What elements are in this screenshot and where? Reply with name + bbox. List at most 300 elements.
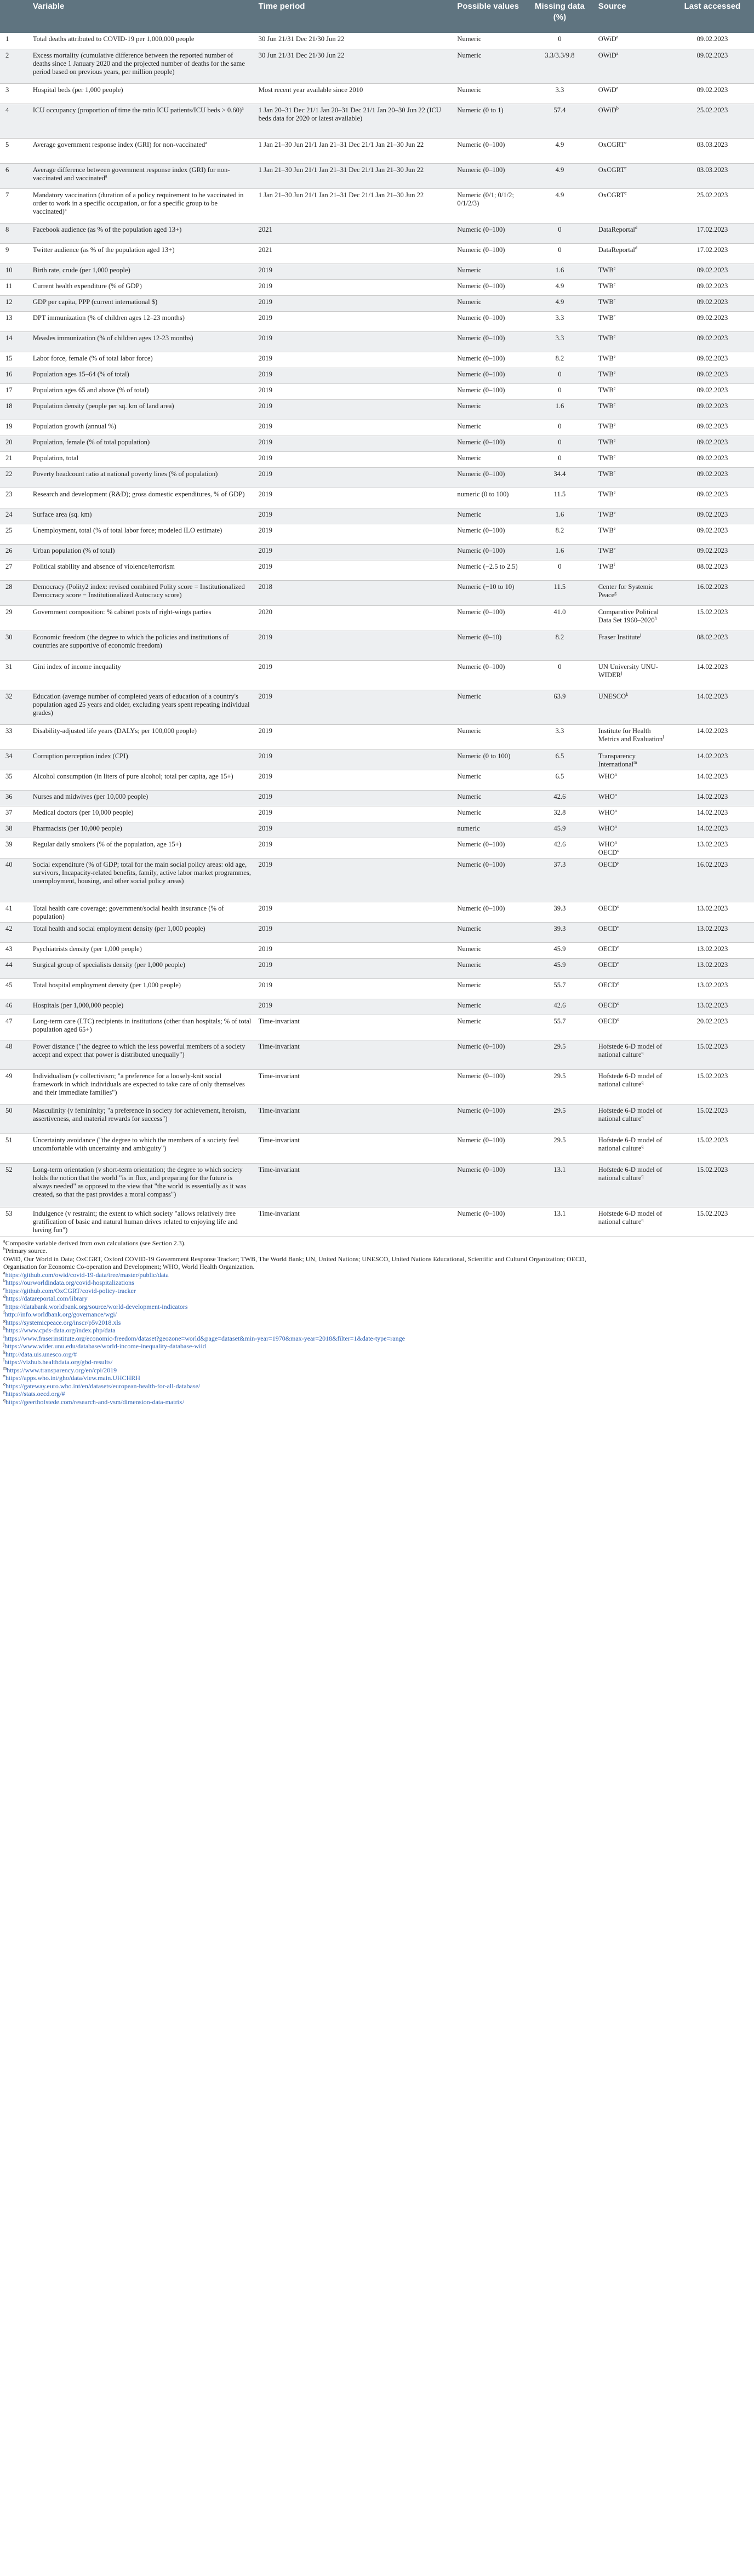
source-cell	[595, 436, 671, 451]
footnote-marker: c	[3, 1286, 5, 1291]
possible-values-cell-text: Numeric	[457, 454, 482, 462]
source-link[interactable]: https://gateway.euro.who.int/en/datasets/european-health-for-all-database/	[5, 1382, 201, 1390]
last-accessed-cell	[671, 399, 754, 420]
variable-cell-text: Social expenditure (% of GDP; total for the main social policy areas: old age, survivors, Incapacity-related benefits, family, active labor market programmes, unemployment, housing, and other social policy areas)	[32, 860, 251, 885]
table-row	[0, 467, 754, 488]
last-accessed-cell	[671, 279, 754, 295]
possible-values-cell	[454, 560, 524, 580]
row-number	[0, 104, 30, 138]
table-row	[0, 331, 754, 352]
header-time-period: Time period	[255, 0, 454, 33]
source-cell	[595, 399, 671, 420]
footnote-marker: o	[617, 924, 620, 929]
source-cell	[595, 104, 671, 138]
time-period-cell	[255, 467, 454, 488]
last-accessed-cell	[671, 243, 754, 264]
source-link[interactable]: https://systemicpeace.org/inscr/p5v2018.xls	[5, 1318, 121, 1326]
source-link[interactable]: https://databank.worldbank.org/source/world-development-indicators	[5, 1302, 188, 1310]
footnote-marker: n	[3, 1373, 5, 1378]
row-number	[0, 368, 30, 383]
time-period-cell-text: 2019	[258, 662, 272, 671]
variable-cell-text: Psychiatrists density (per 1,000 people)	[32, 944, 142, 953]
source-cell-text: TWB	[598, 510, 614, 518]
source-cell	[595, 958, 671, 978]
last-accessed-cell	[671, 368, 754, 383]
last-accessed-cell-text: 03.03.2023	[696, 140, 728, 148]
source-cell-text: TWB	[598, 470, 614, 478]
row-number	[0, 508, 30, 524]
last-accessed-cell-text: 09.02.2023	[696, 526, 728, 534]
missing-data-cell	[524, 508, 595, 524]
source-link[interactable]: https://www.wider.unu.edu/database/world-income-inequality-database-wiid	[4, 1342, 206, 1350]
time-period-cell	[255, 724, 454, 749]
missing-data-cell-text: 8.2	[555, 354, 564, 362]
missing-data-cell-text: 8.2	[555, 633, 564, 641]
source-link-note	[3, 1326, 751, 1335]
source-cell-text: WHO	[598, 792, 615, 800]
source-cell-text: WHO	[598, 840, 615, 848]
variable-cell	[30, 104, 255, 138]
time-period-cell-text: 2020	[258, 608, 272, 616]
variable-cell-text: Population density (people per sq. km of land area)	[32, 402, 174, 410]
possible-values-cell	[454, 605, 524, 631]
source-link[interactable]: https://stats.oecd.org/#	[5, 1390, 65, 1398]
table-row	[0, 838, 754, 858]
footnote-marker: d	[3, 1294, 5, 1299]
time-period-cell-text: 2019	[258, 313, 272, 322]
last-accessed-cell-text: 15.02.2023	[696, 1165, 728, 1173]
source-cell-text: TWB	[598, 266, 614, 274]
source-link[interactable]: https://geerthofstede.com/research-and-vsm/dimension-data-matrix/	[5, 1398, 185, 1406]
last-accessed-cell-text: 09.02.2023	[696, 510, 728, 518]
row-number	[0, 83, 30, 104]
last-accessed-cell-text: 20.02.2023	[696, 1017, 728, 1025]
variable-cell	[30, 163, 255, 188]
footnote-marker: q	[641, 1050, 644, 1055]
possible-values-cell	[454, 264, 524, 279]
time-period-cell-text: 2018	[258, 582, 272, 591]
missing-data-cell-text: 6.5	[555, 752, 564, 760]
variable-cell-text: Long-term orientation (v short-term orientation; the degree to which society holds the notion that the world "is in flux, and preparing for the future is always needed" as opposed to the view that "the world is essentially as it was created, so that the past provides a moral compass")	[32, 1165, 247, 1198]
source-cell-text: Institute for Health Metrics and Evaluation	[598, 726, 663, 743]
row-number-text: 10	[5, 266, 13, 274]
row-number	[0, 33, 30, 49]
source-link-note	[3, 1398, 751, 1406]
time-period-cell	[255, 922, 454, 942]
time-period-cell	[255, 580, 454, 605]
time-period-cell	[255, 605, 454, 631]
source-cell	[595, 508, 671, 524]
possible-values-cell-text: Numeric (0–100)	[457, 282, 505, 290]
footnote-marker: e	[613, 525, 616, 531]
source-link[interactable]: http://info.worldbank.org/governance/wgi/	[4, 1310, 117, 1318]
table-row	[0, 978, 754, 999]
table-row	[0, 605, 754, 631]
possible-values-cell	[454, 902, 524, 922]
missing-data-cell-text: 4.9	[555, 140, 564, 148]
source-link[interactable]: https://vizhub.healthdata.org/gbd-results/	[4, 1358, 113, 1366]
source-cell-text: WHO	[598, 808, 615, 816]
last-accessed-cell	[671, 138, 754, 163]
possible-values-cell	[454, 858, 524, 902]
possible-values-cell-text: Numeric	[457, 772, 482, 780]
time-period-cell-text: 2019	[258, 840, 272, 848]
source-cell	[595, 942, 671, 958]
footnote-marker: n	[614, 808, 617, 813]
last-accessed-cell-text: 14.02.2023	[696, 772, 728, 780]
variable-cell-text: Population ages 65 and above (% of total)	[32, 386, 149, 394]
last-accessed-cell-text: 09.02.2023	[696, 370, 728, 378]
footnote	[3, 1247, 751, 1255]
variable-cell-text: Education (average number of completed years of education of a country's population aged 25 years and older, excluding years spent repeating individual grades)	[32, 692, 250, 717]
time-period-cell	[255, 560, 454, 580]
possible-values-cell	[454, 1069, 524, 1104]
missing-data-cell	[524, 749, 595, 770]
missing-data-cell-text: 0	[558, 370, 562, 378]
row-number	[0, 138, 30, 163]
footnote-marker: f	[613, 562, 615, 567]
table-footnotes	[0, 1237, 754, 1406]
footnote-marker: o	[617, 960, 620, 965]
time-period-cell-text: 2019	[258, 562, 272, 570]
last-accessed-cell	[671, 544, 754, 560]
row-number-text: 5	[5, 140, 9, 148]
row-number-text: 1	[5, 35, 9, 43]
last-accessed-cell	[671, 560, 754, 580]
missing-data-cell-text: 39.3	[553, 924, 566, 932]
missing-data-cell	[524, 806, 595, 822]
last-accessed-cell	[671, 660, 754, 690]
footnote-marker: g	[614, 590, 617, 596]
source-link[interactable]: https://github.com/owid/covid-19-data/tree/master/public/data	[5, 1270, 169, 1279]
footnote-marker: a	[3, 1238, 5, 1244]
source-cell	[595, 451, 671, 467]
footnote-marker: g	[3, 1318, 5, 1323]
possible-values-cell	[454, 724, 524, 749]
possible-values-cell	[454, 163, 524, 188]
row-number-text: 49	[5, 1072, 13, 1080]
last-accessed-cell	[671, 264, 754, 279]
last-accessed-cell	[671, 580, 754, 605]
possible-values-cell	[454, 1207, 524, 1237]
time-period-cell-text: 2019	[258, 526, 272, 534]
time-period-cell	[255, 902, 454, 922]
possible-values-cell	[454, 83, 524, 104]
source-link[interactable]: https://www.cpds-data.org/index.php/data	[5, 1326, 116, 1334]
missing-data-cell	[524, 605, 595, 631]
last-accessed-cell-text: 15.02.2023	[696, 1136, 728, 1144]
footnote-marker: e	[613, 369, 616, 375]
table-row	[0, 1040, 754, 1069]
possible-values-cell-text: Numeric (0–100)	[457, 904, 505, 912]
missing-data-cell-text: 13.1	[553, 1209, 566, 1217]
row-number-text: 53	[5, 1209, 13, 1217]
missing-data-cell	[524, 1069, 595, 1104]
variable-cell	[30, 243, 255, 264]
row-number	[0, 1015, 30, 1040]
source-cell-text: TWB	[598, 490, 614, 498]
variable-cell-text: Power distance ("the degree to which the less powerful members of a society accept and expect that power is distributed unequally")	[32, 1042, 245, 1058]
source-link-note	[3, 1390, 751, 1398]
source-cell-text: TWB	[598, 354, 614, 362]
row-number-text: 22	[5, 470, 13, 478]
last-accessed-cell	[671, 822, 754, 838]
time-period-cell	[255, 1104, 454, 1134]
last-accessed-cell-text: 13.02.2023	[696, 960, 728, 969]
source-cell-text: OECD	[598, 981, 618, 989]
table-row	[0, 223, 754, 243]
table-row	[0, 1207, 754, 1237]
possible-values-cell	[454, 978, 524, 999]
missing-data-cell	[524, 922, 595, 942]
source-cell	[595, 1069, 671, 1104]
table-row	[0, 488, 754, 508]
source-cell	[595, 790, 671, 806]
possible-values-cell	[454, 822, 524, 838]
source-cell-text: UN University UNU-WIDER	[598, 662, 658, 679]
time-period-cell-text: 2019	[258, 297, 272, 306]
missing-data-cell-text: 8.2	[555, 526, 564, 534]
missing-data-cell	[524, 942, 595, 958]
row-number	[0, 49, 30, 83]
variable-cell	[30, 279, 255, 295]
footnote-marker: n	[614, 839, 617, 845]
variable-cell	[30, 631, 255, 660]
variable-cell-text: Corruption perception index (CPI)	[32, 752, 128, 760]
table-row	[0, 508, 754, 524]
row-number-text: 15	[5, 354, 13, 362]
missing-data-cell	[524, 580, 595, 605]
time-period-cell	[255, 188, 454, 223]
missing-data-cell	[524, 188, 595, 223]
time-period-cell	[255, 223, 454, 243]
footnote-text: Primary source.	[5, 1247, 47, 1255]
missing-data-cell-text: 34.4	[553, 470, 566, 478]
row-number-text: 14	[5, 334, 13, 342]
variable-cell-text: Hospital beds (per 1,000 people)	[32, 85, 123, 94]
variable-cell-text: Gini index of income inequality	[32, 662, 121, 671]
last-accessed-cell	[671, 188, 754, 223]
footnote	[3, 1255, 606, 1271]
source-cell-text: Hofstede 6-D model of national culture	[598, 1106, 662, 1123]
possible-values-cell	[454, 331, 524, 352]
time-period-cell-text: 2019	[258, 633, 272, 641]
possible-values-cell-text: numeric	[457, 824, 480, 832]
missing-data-cell-text: 63.9	[553, 692, 566, 700]
row-number	[0, 451, 30, 467]
possible-values-cell	[454, 368, 524, 383]
time-period-cell-text: 2019	[258, 860, 272, 868]
source-link-note	[3, 1358, 751, 1366]
footnote-marker: o	[3, 1381, 5, 1387]
variable-cell-text: Measles immunization (% of children ages 12-23 months)	[32, 334, 193, 342]
footnote-text: OWiD, Our World in Data; OxCGRT, Oxford COVID-19 Government Response Tracker; TWB, The World Bank; UN, United Nations; UNESCO, United Nations Educational, Scientific and Cultural Organization; OECD, Organisation for Economic Co-operation and Development; WHO, World Health Organization.	[3, 1255, 586, 1270]
source-cell-text: OxCGRT	[598, 140, 625, 148]
footnote-marker: l	[3, 1358, 5, 1363]
variable-cell	[30, 1207, 255, 1237]
row-number	[0, 524, 30, 544]
row-number	[0, 188, 30, 223]
time-period-cell-text: Time-invariant	[258, 1165, 300, 1173]
source-link[interactable]: https://ourworldindata.org/covid-hospitalizations	[5, 1279, 134, 1286]
footnote-marker: q	[641, 1143, 644, 1149]
missing-data-cell	[524, 223, 595, 243]
missing-data-cell	[524, 1015, 595, 1040]
row-number	[0, 790, 30, 806]
variable-cell-text: Disability-adjusted life years (DALYs; per 100,000 people)	[32, 726, 197, 735]
variable-cell	[30, 1134, 255, 1163]
footnote-marker: q	[3, 1397, 5, 1403]
source-cell	[595, 806, 671, 822]
source-cell	[595, 331, 671, 352]
time-period-cell-text: 1 Jan 21–30 Jun 21/1 Jan 21–31 Dec 21/1 Jan 21–30 Jun 22	[258, 165, 424, 174]
missing-data-cell-text: 1.6	[555, 510, 564, 518]
possible-values-cell	[454, 544, 524, 560]
time-period-cell	[255, 279, 454, 295]
source-cell-text: Transparency International	[598, 752, 636, 768]
time-period-cell	[255, 942, 454, 958]
source-link[interactable]: https://apps.who.int/gho/data/view.main.UHCHRH	[5, 1374, 140, 1382]
row-number	[0, 958, 30, 978]
row-number	[0, 922, 30, 942]
last-accessed-cell	[671, 223, 754, 243]
source-cell-text: OWiD	[598, 35, 616, 43]
row-number	[0, 544, 30, 560]
variable-cell	[30, 958, 255, 978]
missing-data-cell	[524, 560, 595, 580]
possible-values-cell-text: Numeric	[457, 510, 482, 518]
row-number-text: 6	[5, 165, 9, 174]
source-cell-text: OECD	[598, 848, 618, 856]
time-period-cell-text: 2019	[258, 490, 272, 498]
row-number	[0, 560, 30, 580]
possible-values-cell	[454, 104, 524, 138]
possible-values-cell	[454, 188, 524, 223]
possible-values-cell-text: Numeric (0–100)	[457, 140, 505, 148]
source-cell-text: TWB	[598, 370, 614, 378]
missing-data-cell-text: 1.6	[555, 546, 564, 554]
table-row	[0, 243, 754, 264]
possible-values-cell-text: Numeric	[457, 726, 482, 735]
variables-table	[0, 0, 754, 1237]
row-number	[0, 978, 30, 999]
possible-values-cell-text: Numeric (0–100)	[457, 470, 505, 478]
last-accessed-cell-text: 09.02.2023	[696, 470, 728, 478]
missing-data-cell	[524, 243, 595, 264]
source-cell	[595, 770, 671, 790]
footnote-marker: e	[613, 469, 616, 474]
variable-cell	[30, 467, 255, 488]
source-link[interactable]: https://datareportal.com/library	[5, 1295, 88, 1302]
row-number-text: 25	[5, 526, 13, 534]
last-accessed-cell-text: 17.02.2023	[696, 245, 728, 254]
missing-data-cell-text: 29.5	[553, 1042, 566, 1050]
missing-data-cell	[524, 368, 595, 383]
variable-cell	[30, 749, 255, 770]
possible-values-cell	[454, 660, 524, 690]
last-accessed-cell-text: 13.02.2023	[696, 981, 728, 989]
footnote-marker: o	[617, 980, 620, 986]
table-row	[0, 279, 754, 295]
row-number	[0, 467, 30, 488]
table-row	[0, 902, 754, 922]
source-cell	[595, 544, 671, 560]
variable-cell	[30, 49, 255, 83]
footnote-marker: e	[613, 401, 616, 407]
missing-data-cell-text: 3.3	[555, 334, 564, 342]
table-row	[0, 922, 754, 942]
source-cell-text: TWB	[598, 297, 614, 306]
possible-values-cell-text: Numeric (0–100)	[457, 354, 505, 362]
possible-values-cell	[454, 942, 524, 958]
table-row	[0, 383, 754, 399]
footnote-marker: a	[616, 85, 619, 90]
source-cell	[595, 1015, 671, 1040]
row-number-text: 26	[5, 546, 13, 554]
source-link[interactable]: http://data.uis.unesco.org/#	[5, 1350, 77, 1358]
missing-data-cell	[524, 544, 595, 560]
footnote-marker: a	[616, 34, 619, 39]
variable-cell-text: Alcohol consumption (in liters of pure alcohol; total per capita, age 15+)	[32, 772, 233, 780]
source-cell-text: OWiD	[598, 51, 616, 59]
time-period-cell-text: 2021	[258, 225, 272, 233]
missing-data-cell-text: 4.9	[555, 297, 564, 306]
last-accessed-cell	[671, 858, 754, 902]
footnote-marker: k	[626, 691, 629, 697]
variable-cell-text: Labor force, female (% of total labor force)	[32, 354, 153, 362]
possible-values-cell-text: Numeric (0–100)	[457, 662, 505, 671]
possible-values-cell	[454, 488, 524, 508]
time-period-cell	[255, 399, 454, 420]
table-row	[0, 436, 754, 451]
missing-data-cell	[524, 311, 595, 331]
source-link[interactable]: https://www.transparency.org/en/cpi/2019	[7, 1366, 117, 1374]
missing-data-cell-text: 32.8	[553, 808, 566, 816]
possible-values-cell-text: Numeric (0–100)	[457, 438, 505, 446]
source-link[interactable]: https://github.com/OxCGRT/covid-policy-tracker	[5, 1286, 136, 1295]
variable-cell-text: Population, female (% of total population)	[32, 438, 150, 446]
possible-values-cell-text: Numeric (0–100)	[457, 1165, 505, 1173]
variable-cell	[30, 331, 255, 352]
possible-values-cell-text: Numeric (0–100)	[457, 225, 505, 233]
footnote-marker: q	[641, 1173, 644, 1178]
source-cell	[595, 822, 671, 838]
last-accessed-cell	[671, 524, 754, 544]
table-row	[0, 138, 754, 163]
footnote-marker: i	[3, 1333, 5, 1339]
last-accessed-cell-text: 15.02.2023	[696, 1072, 728, 1080]
variable-cell-text: Total deaths attributed to COVID-19 per 1,000,000 people	[32, 35, 195, 43]
row-number	[0, 420, 30, 436]
time-period-cell	[255, 49, 454, 83]
last-accessed-cell	[671, 922, 754, 942]
missing-data-cell	[524, 822, 595, 838]
possible-values-cell	[454, 749, 524, 770]
missing-data-cell	[524, 1104, 595, 1134]
variable-cell-text: Twitter audience (as % of the population aged 13+)	[32, 245, 175, 254]
missing-data-cell	[524, 790, 595, 806]
row-number	[0, 806, 30, 822]
footnote-marker: e	[3, 1302, 5, 1307]
time-period-cell-text: 2019	[258, 824, 272, 832]
table-row	[0, 822, 754, 838]
variable-cell	[30, 660, 255, 690]
table-row	[0, 524, 754, 544]
row-number-text: 17	[5, 386, 13, 394]
time-period-cell	[255, 770, 454, 790]
last-accessed-cell-text: 14.02.2023	[696, 692, 728, 700]
source-link[interactable]: https://www.fraserinstitute.org/economic-freedom/dataset?geozone=world&page=dataset&min-year=1970&max-year=2018&filter=1&date-type=range	[4, 1334, 405, 1342]
